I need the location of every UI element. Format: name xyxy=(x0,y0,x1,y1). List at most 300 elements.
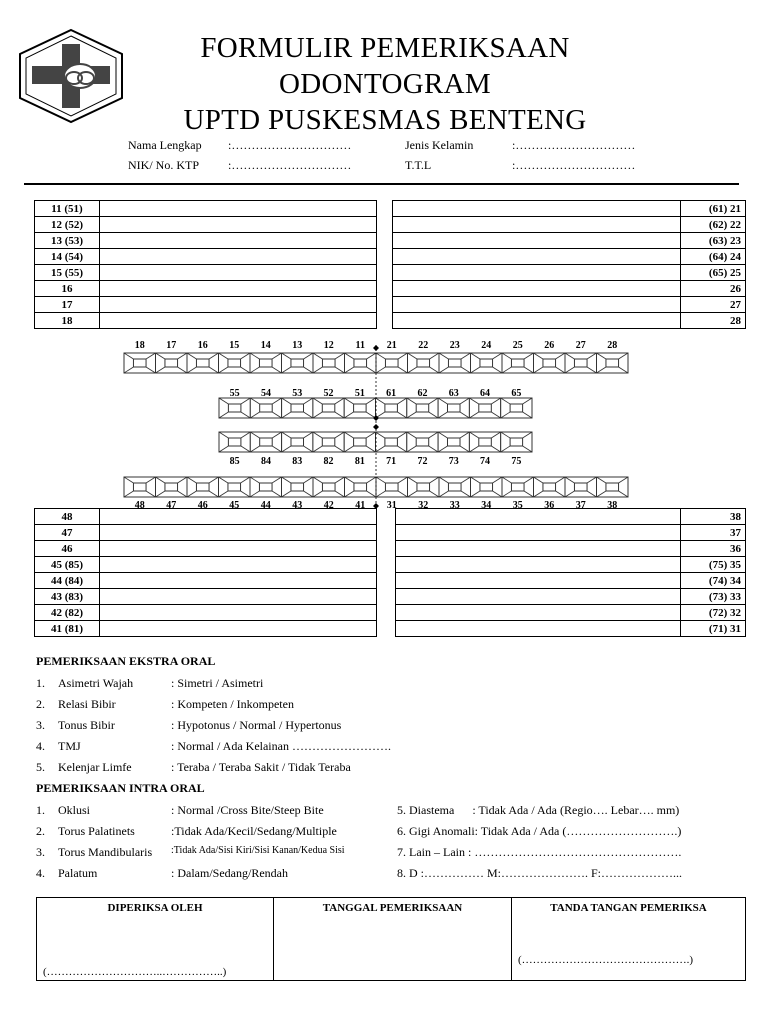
intra-oral-item-value[interactable]: : Dalam/Sedang/Rendah xyxy=(171,866,288,880)
tooth-number: 17 xyxy=(35,297,100,313)
tooth-label-71: 71 xyxy=(386,456,397,467)
tooth-17[interactable] xyxy=(156,353,188,373)
tooth-label-74: 74 xyxy=(480,456,491,467)
tooth-label-82: 82 xyxy=(323,456,334,467)
lower-right-row xyxy=(396,621,746,637)
tooth-label-81: 81 xyxy=(354,456,365,467)
lower-right-row xyxy=(396,573,746,589)
tooth-surface xyxy=(447,404,460,412)
lower-right-row xyxy=(396,525,746,541)
ekstra-oral-item-value[interactable]: : Teraba / Teraba Sakit / Tidak Teraba xyxy=(171,760,351,774)
tooth-label-47: 47 xyxy=(166,500,177,511)
tooth-surface xyxy=(385,438,398,446)
tooth-51[interactable] xyxy=(344,398,375,418)
tooth-finding-cell[interactable] xyxy=(393,201,681,217)
form-title-line2: ODONTOGRAM xyxy=(279,68,491,100)
tooth-label-64: 64 xyxy=(480,388,491,399)
tooth-surface xyxy=(228,438,241,446)
tooth-label-52: 52 xyxy=(323,388,334,399)
tooth-finding-cell[interactable] xyxy=(100,281,377,297)
tooth-42[interactable] xyxy=(313,477,345,497)
tooth-surface xyxy=(322,404,335,412)
tooth-22[interactable] xyxy=(408,353,440,373)
tooth-label-45: 45 xyxy=(229,500,240,511)
tooth-finding-cell[interactable] xyxy=(396,525,681,541)
tooth-number: 27 xyxy=(681,297,746,313)
upper-right-row xyxy=(393,217,746,233)
tooth-72[interactable] xyxy=(407,432,438,452)
intra-oral-right-item[interactable]: 6. Gigi Anomali: Tidak Ada / Ada (……………………….) xyxy=(397,824,682,838)
tooth-label-33: 33 xyxy=(449,500,460,511)
tooth-surface xyxy=(416,438,429,446)
tooth-surface xyxy=(480,483,493,491)
lower-right-teeth-table xyxy=(395,508,746,637)
tooth-34[interactable] xyxy=(471,477,503,497)
ekstra-oral-item-label: Relasi Bibir xyxy=(58,697,116,711)
tooth-surface xyxy=(291,359,304,367)
tooth-71[interactable] xyxy=(376,432,407,452)
diperiksa-oleh-dots: (…………………………..……………..) xyxy=(43,966,227,978)
tooth-surface xyxy=(510,404,523,412)
tooth-finding-cell[interactable] xyxy=(100,297,377,313)
tooth-number: 28 xyxy=(681,313,746,329)
tooth-label-63: 63 xyxy=(448,388,459,399)
tooth-61[interactable] xyxy=(376,398,407,418)
tooth-83[interactable] xyxy=(282,432,313,452)
ttl-field[interactable]: :………………………… xyxy=(512,158,636,172)
tooth-number: 45 (85) xyxy=(35,557,100,573)
tooth-finding-cell[interactable] xyxy=(100,509,377,525)
upper-right-row xyxy=(393,281,746,297)
upper-left-teeth-table xyxy=(34,200,377,329)
tooth-47[interactable] xyxy=(156,477,188,497)
tooth-28[interactable] xyxy=(597,353,629,373)
tooth-finding-cell[interactable] xyxy=(100,313,377,329)
tooth-surface xyxy=(165,359,178,367)
tooth-18[interactable] xyxy=(124,353,156,373)
tooth-finding-cell[interactable] xyxy=(100,589,377,605)
tooth-label-65: 65 xyxy=(511,388,522,399)
tooth-label-11: 11 xyxy=(355,340,365,351)
tooth-finding-cell[interactable] xyxy=(100,265,377,281)
tooth-25[interactable] xyxy=(502,353,534,373)
upper-left-row xyxy=(35,297,377,313)
intra-oral-item-label: Palatum xyxy=(58,866,98,880)
intra-oral-item-no: 1. xyxy=(36,803,45,817)
tooth-41[interactable] xyxy=(345,477,377,497)
tooth-label-43: 43 xyxy=(292,500,303,511)
tooth-label-14: 14 xyxy=(260,340,271,351)
tooth-75[interactable] xyxy=(501,432,532,452)
tooth-surface xyxy=(322,359,335,367)
tooth-label-72: 72 xyxy=(417,456,428,467)
tooth-37[interactable] xyxy=(565,477,597,497)
ekstra-oral-item-no: 1. xyxy=(36,676,45,690)
tooth-81[interactable] xyxy=(344,432,375,452)
tooth-46[interactable] xyxy=(187,477,219,497)
tooth-11[interactable] xyxy=(345,353,377,373)
tooth-surface xyxy=(133,359,146,367)
ekstra-oral-item-value[interactable]: : Normal / Ada Kelainan ……………………. xyxy=(171,739,391,753)
tooth-number: 47 xyxy=(35,525,100,541)
lower-right-row xyxy=(396,509,746,525)
tooth-label-12: 12 xyxy=(323,340,334,351)
midline-marker-icon xyxy=(373,424,379,430)
tooth-surface xyxy=(228,483,241,491)
intra-oral-right-item[interactable]: 5. Diastema : Tidak Ada / Ada (Regio…. Lebar…. mm) xyxy=(397,803,680,817)
tooth-number: 18 xyxy=(35,313,100,329)
nik-label: NIK/ No. KTP xyxy=(128,158,199,172)
tooth-finding-cell[interactable] xyxy=(100,249,377,265)
upper-left-row xyxy=(35,265,377,281)
tooth-21[interactable] xyxy=(376,353,408,373)
tooth-surface xyxy=(196,359,209,367)
ekstra-oral-item-value[interactable]: : Simetri / Asimetri xyxy=(171,676,264,690)
upper-right-row xyxy=(393,249,746,265)
tooth-surface xyxy=(606,359,619,367)
tooth-number: (61) 21 xyxy=(681,201,746,217)
tooth-finding-cell[interactable] xyxy=(393,281,681,297)
tooth-surface xyxy=(511,483,524,491)
intra-oral-item-value[interactable]: : Normal /Cross Bite/Steep Bite xyxy=(171,803,324,817)
cross-ring-logo-icon xyxy=(18,28,124,124)
tooth-surface xyxy=(448,483,461,491)
tooth-48[interactable] xyxy=(124,477,156,497)
tooth-finding-cell[interactable] xyxy=(100,233,377,249)
tooth-label-42: 42 xyxy=(323,500,334,511)
tooth-surface xyxy=(354,483,367,491)
tooth-number: (63) 23 xyxy=(681,233,746,249)
tooth-64[interactable] xyxy=(469,398,500,418)
tooth-number: 11 (51) xyxy=(35,201,100,217)
tooth-finding-cell[interactable] xyxy=(396,557,681,573)
upper-left-row xyxy=(35,201,377,217)
nama-label: Nama Lengkap xyxy=(128,138,202,152)
tooth-number: 41 (81) xyxy=(35,621,100,637)
tooth-surface xyxy=(165,483,178,491)
intra-oral-right-item[interactable]: 8. D :…………… M:…………………. F:………………... xyxy=(397,866,683,880)
tooth-label-55: 55 xyxy=(229,388,240,399)
tanggal-pemeriksaan-cell[interactable] xyxy=(274,898,512,981)
tooth-label-35: 35 xyxy=(512,500,523,511)
tooth-82[interactable] xyxy=(313,432,344,452)
tooth-number: (62) 22 xyxy=(681,217,746,233)
tooth-surface xyxy=(322,438,335,446)
tooth-52[interactable] xyxy=(313,398,344,418)
lower-right-row xyxy=(396,605,746,621)
tooth-13[interactable] xyxy=(282,353,314,373)
intra-oral-title: PEMERIKSAAN INTRA ORAL xyxy=(36,781,205,795)
tooth-surface xyxy=(260,438,273,446)
tooth-35[interactable] xyxy=(502,477,534,497)
tooth-14[interactable] xyxy=(250,353,282,373)
tooth-label-22: 22 xyxy=(418,340,429,351)
tooth-label-24: 24 xyxy=(481,340,492,351)
tooth-26[interactable] xyxy=(534,353,566,373)
tooth-finding-cell[interactable] xyxy=(100,525,377,541)
tooth-number: 12 (52) xyxy=(35,217,100,233)
tooth-65[interactable] xyxy=(501,398,532,418)
tanda-tangan-header: TANDA TANGAN PEMERIKSA xyxy=(550,902,707,914)
tooth-number: (73) 33 xyxy=(681,589,746,605)
tooth-finding-cell[interactable] xyxy=(393,249,681,265)
intra-oral-item-value[interactable]: :Tidak Ada/Sisi Kiri/Sisi Kanan/Kedua Sisi xyxy=(171,845,345,856)
tooth-surface xyxy=(291,438,304,446)
tooth-number: 15 (55) xyxy=(35,265,100,281)
tooth-number: (64) 24 xyxy=(681,249,746,265)
tooth-surface xyxy=(479,438,492,446)
tooth-73[interactable] xyxy=(438,432,469,452)
tooth-45[interactable] xyxy=(219,477,251,497)
tooth-label-38: 38 xyxy=(607,500,618,511)
ekstra-oral-item-label: TMJ xyxy=(58,739,81,753)
tooth-surface xyxy=(322,483,335,491)
upper-right-row xyxy=(393,265,746,281)
tooth-label-75: 75 xyxy=(511,456,522,467)
tooth-55[interactable] xyxy=(219,398,250,418)
tooth-31[interactable] xyxy=(376,477,408,497)
upper-left-row xyxy=(35,281,377,297)
tooth-surface xyxy=(291,483,304,491)
nama-field[interactable]: :………………………… xyxy=(228,138,352,152)
tooth-surface xyxy=(417,359,430,367)
intra-oral-right-item[interactable]: 7. Lain – Lain : ……………………………………………. xyxy=(397,845,682,859)
tooth-85[interactable] xyxy=(219,432,250,452)
tooth-label-27: 27 xyxy=(575,340,586,351)
tooth-surface xyxy=(354,438,367,446)
ekstra-oral-item-label: Asimetri Wajah xyxy=(58,676,134,690)
tooth-label-21: 21 xyxy=(386,340,397,351)
ekstra-oral-item-no: 3. xyxy=(36,718,45,732)
ekstra-oral-item-no: 5. xyxy=(36,760,45,774)
tooth-surface xyxy=(511,359,524,367)
tooth-finding-cell[interactable] xyxy=(393,313,681,329)
tooth-number: 48 xyxy=(35,509,100,525)
tooth-surface xyxy=(354,404,367,412)
tooth-number: 46 xyxy=(35,541,100,557)
tooth-surface xyxy=(417,483,430,491)
intra-oral-item-no: 2. xyxy=(36,824,45,838)
form-title-line3: UPTD PUSKESMAS BENTENG xyxy=(183,104,587,136)
intra-oral-item-label: Torus Palatinets xyxy=(58,824,135,838)
ekstra-oral-item-value[interactable]: : Hypotonus / Normal / Hypertonus xyxy=(171,718,342,732)
tooth-finding-cell[interactable] xyxy=(396,605,681,621)
tooth-38[interactable] xyxy=(597,477,629,497)
tooth-number: (74) 34 xyxy=(681,573,746,589)
tooth-number: 13 (53) xyxy=(35,233,100,249)
tooth-44[interactable] xyxy=(250,477,282,497)
tooth-number: 14 (54) xyxy=(35,249,100,265)
tooth-label-15: 15 xyxy=(229,340,240,351)
tooth-84[interactable] xyxy=(250,432,281,452)
tanda-tangan-cell[interactable] xyxy=(512,898,746,981)
tooth-label-25: 25 xyxy=(512,340,523,351)
ekstra-oral-title: PEMERIKSAAN EKSTRA ORAL xyxy=(36,654,216,668)
intra-oral-item-no: 4. xyxy=(36,866,45,880)
tooth-63[interactable] xyxy=(438,398,469,418)
tooth-finding-cell[interactable] xyxy=(100,201,377,217)
tooth-label-17: 17 xyxy=(166,340,177,351)
tooth-16[interactable] xyxy=(187,353,219,373)
diperiksa-oleh-header: DIPERIKSA OLEH xyxy=(107,902,203,914)
jenis-kelamin-label: Jenis Kelamin xyxy=(405,138,474,152)
ekstra-oral-item-label: Tonus Bibir xyxy=(58,718,115,732)
ekstra-oral-item-no: 2. xyxy=(36,697,45,711)
tooth-finding-cell[interactable] xyxy=(100,605,377,621)
tooth-23[interactable] xyxy=(439,353,471,373)
tooth-surface xyxy=(259,483,272,491)
tooth-label-13: 13 xyxy=(292,340,303,351)
ttl-label: T.T.L xyxy=(405,158,432,172)
lower-left-row xyxy=(35,573,377,589)
tooth-74[interactable] xyxy=(469,432,500,452)
lower-right-row xyxy=(396,557,746,573)
tooth-number: 36 xyxy=(681,541,746,557)
upper-right-teeth-table xyxy=(392,200,746,329)
tooth-finding-cell[interactable] xyxy=(396,621,681,637)
intra-oral-item-label: Oklusi xyxy=(58,803,91,817)
tooth-label-32: 32 xyxy=(418,500,429,511)
diperiksa-oleh-cell[interactable] xyxy=(37,898,274,981)
tooth-surface xyxy=(510,438,523,446)
tooth-finding-cell[interactable] xyxy=(393,297,681,313)
tooth-label-85: 85 xyxy=(229,456,240,467)
tooth-number: 44 (84) xyxy=(35,573,100,589)
tooth-surface xyxy=(543,359,556,367)
tooth-finding-cell[interactable] xyxy=(396,573,681,589)
tooth-finding-cell[interactable] xyxy=(393,233,681,249)
tanda-tangan-dots: (……………………………………….) xyxy=(518,954,694,966)
tooth-number: (71) 31 xyxy=(681,621,746,637)
tooth-number: 38 xyxy=(681,509,746,525)
tooth-number: 26 xyxy=(681,281,746,297)
upper-left-row xyxy=(35,313,377,329)
upper-right-row xyxy=(393,233,746,249)
tooth-surface xyxy=(133,483,146,491)
form-title-line1: FORMULIR PEMERIKSAAN xyxy=(200,32,570,64)
tooth-15[interactable] xyxy=(219,353,251,373)
tooth-surface xyxy=(479,404,492,412)
upper-left-row xyxy=(35,217,377,233)
tooth-surface xyxy=(385,359,398,367)
ekstra-oral-item-no: 4. xyxy=(36,739,45,753)
lower-left-row xyxy=(35,605,377,621)
tooth-number: (65) 25 xyxy=(681,265,746,281)
lower-left-row xyxy=(35,589,377,605)
tooth-label-36: 36 xyxy=(544,500,555,511)
tooth-label-61: 61 xyxy=(386,388,397,399)
lower-left-row xyxy=(35,541,377,557)
tooth-surface xyxy=(480,359,493,367)
lower-left-row xyxy=(35,621,377,637)
tooth-surface xyxy=(574,359,587,367)
tooth-surface xyxy=(606,483,619,491)
tooth-number: (72) 32 xyxy=(681,605,746,621)
tooth-surface xyxy=(385,404,398,412)
tooth-24[interactable] xyxy=(471,353,503,373)
nik-field[interactable]: :………………………… xyxy=(228,158,352,172)
tooth-32[interactable] xyxy=(408,477,440,497)
tooth-finding-cell[interactable] xyxy=(396,541,681,557)
tooth-53[interactable] xyxy=(282,398,313,418)
upper-right-row xyxy=(393,313,746,329)
tooth-label-34: 34 xyxy=(481,500,492,511)
tooth-finding-cell[interactable] xyxy=(100,573,377,589)
tooth-label-37: 37 xyxy=(575,500,586,511)
upper-left-row xyxy=(35,249,377,265)
intra-oral-item-value[interactable]: :Tidak Ada/Kecil/Sedang/Multiple xyxy=(171,824,337,838)
tooth-finding-cell[interactable] xyxy=(100,217,377,233)
tooth-label-83: 83 xyxy=(292,456,303,467)
tooth-62[interactable] xyxy=(407,398,438,418)
tooth-finding-cell[interactable] xyxy=(100,621,377,637)
tooth-surface xyxy=(291,404,304,412)
upper-right-row xyxy=(393,201,746,217)
tooth-finding-cell[interactable] xyxy=(396,509,681,525)
tooth-33[interactable] xyxy=(439,477,471,497)
tanggal-pemeriksaan-header: TANGGAL PEMERIKSAAN xyxy=(322,902,463,914)
lower-left-row xyxy=(35,509,377,525)
tooth-label-18: 18 xyxy=(134,340,145,351)
lower-left-row xyxy=(35,557,377,573)
jenis-kelamin-field[interactable]: :………………………… xyxy=(512,138,636,152)
tooth-surface xyxy=(447,438,460,446)
tooth-label-44: 44 xyxy=(260,500,271,511)
tooth-finding-cell[interactable] xyxy=(100,557,377,573)
odontogram-diagram xyxy=(0,335,768,511)
lower-right-row xyxy=(396,589,746,605)
tooth-number: (75) 35 xyxy=(681,557,746,573)
tooth-label-73: 73 xyxy=(448,456,459,467)
tooth-label-48: 48 xyxy=(134,500,145,511)
lower-left-row xyxy=(35,525,377,541)
tooth-label-16: 16 xyxy=(197,340,208,351)
tooth-finding-cell[interactable] xyxy=(393,265,681,281)
tooth-number: 43 (83) xyxy=(35,589,100,605)
tooth-finding-cell[interactable] xyxy=(393,217,681,233)
tooth-surface xyxy=(416,404,429,412)
tooth-54[interactable] xyxy=(250,398,281,418)
header-divider xyxy=(24,183,739,185)
tooth-surface xyxy=(354,359,367,367)
tooth-label-23: 23 xyxy=(449,340,460,351)
tooth-surface xyxy=(228,359,241,367)
midline-marker-icon xyxy=(373,345,379,351)
tooth-label-62: 62 xyxy=(417,388,428,399)
tooth-surface xyxy=(228,404,241,412)
tooth-label-41: 41 xyxy=(355,500,366,511)
ekstra-oral-item-value[interactable]: : Kompeten / Inkompeten xyxy=(171,697,294,711)
signature-table xyxy=(36,897,746,981)
upper-left-row xyxy=(35,233,377,249)
tooth-surface xyxy=(385,483,398,491)
tooth-surface xyxy=(259,359,272,367)
tooth-surface xyxy=(448,359,461,367)
tooth-label-53: 53 xyxy=(292,388,303,399)
tooth-43[interactable] xyxy=(282,477,314,497)
tooth-finding-cell[interactable] xyxy=(396,589,681,605)
tooth-27[interactable] xyxy=(565,353,597,373)
tooth-surface xyxy=(260,404,273,412)
tooth-12[interactable] xyxy=(313,353,345,373)
intra-oral-item-label: Torus Mandibularis xyxy=(58,845,153,859)
tooth-36[interactable] xyxy=(534,477,566,497)
tooth-label-51: 51 xyxy=(354,388,365,399)
lower-left-teeth-table xyxy=(34,508,377,637)
upper-right-row xyxy=(393,297,746,313)
tooth-finding-cell[interactable] xyxy=(100,541,377,557)
tooth-label-31: 31 xyxy=(386,500,397,511)
